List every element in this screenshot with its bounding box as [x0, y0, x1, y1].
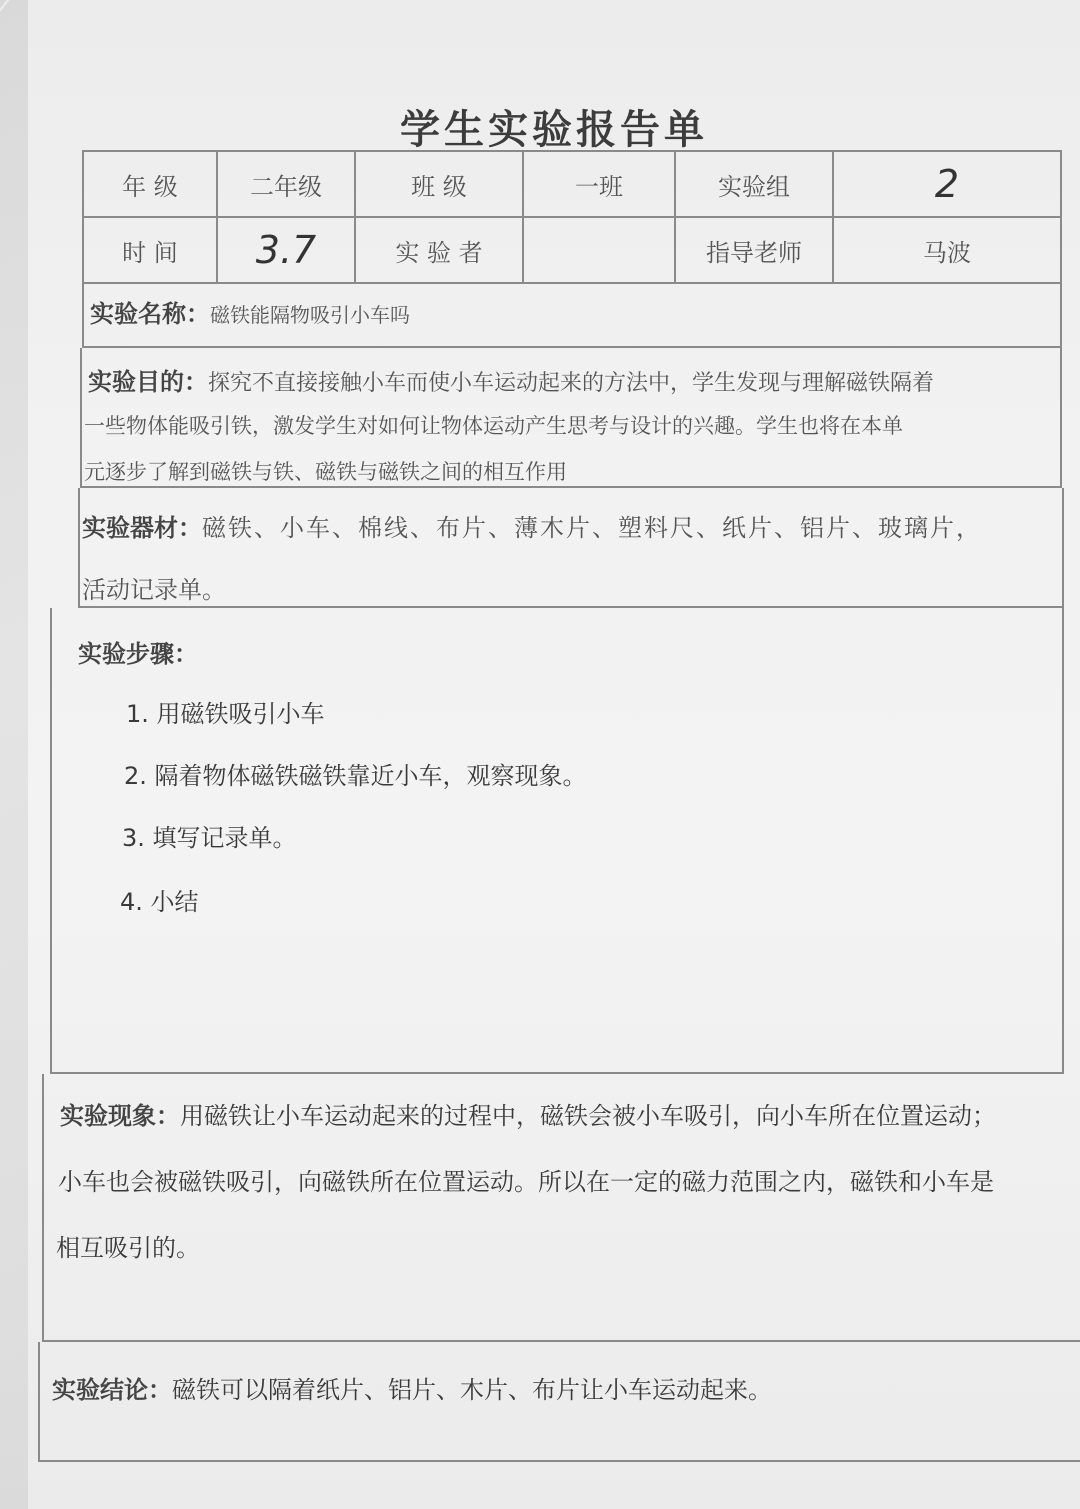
- conclusion-value: 磁铁可以隔着纸片、铝片、木片、布片让小车运动起来。: [172, 1376, 772, 1404]
- experimenter-label: 实 验 者: [356, 218, 524, 282]
- materials-section: [78, 488, 1064, 608]
- phenomenon-section: [42, 1074, 1080, 1342]
- step-item-4: 4. 小结: [120, 888, 199, 916]
- report-sheet: [28, 0, 1080, 1509]
- phenomenon-label: 实验现象：: [60, 1102, 180, 1130]
- step-item-2: 2. 隔着物体磁铁磁铁靠近小车，观察现象。: [124, 762, 587, 790]
- group-value: 2: [934, 162, 960, 206]
- purpose-line-3: 元逐步了解到磁铁与铁、磁铁与磁铁之间的相互作用: [84, 460, 567, 484]
- group-label: 实验组: [676, 152, 834, 216]
- step-item-1: 1. 用磁铁吸引小车: [126, 700, 325, 728]
- class-value: 一班: [524, 152, 676, 216]
- phenomenon-line-3: 相互吸引的。: [56, 1234, 200, 1262]
- experimenter-value: [524, 218, 676, 282]
- phenomenon-line-1: 用磁铁让小车运动起来的过程中，磁铁会被小车吸引，向小车所在位置运动；: [180, 1102, 996, 1130]
- teacher-label: 指导老师: [676, 218, 834, 282]
- phenomenon-line-2: 小车也会被磁铁吸引，向磁铁所在位置运动。所以在一定的磁力范围之内，磁铁和小车是: [58, 1168, 994, 1196]
- conclusion-label: 实验结论：: [52, 1376, 172, 1404]
- header-row-2: [82, 218, 1062, 284]
- header-row-1: [82, 152, 1062, 218]
- header-table: [82, 150, 1062, 284]
- name-section: [82, 280, 1062, 348]
- grade-label: 年 级: [84, 152, 218, 216]
- conclusion-section: [38, 1342, 1080, 1462]
- steps-label: 实验步骤：: [78, 639, 198, 668]
- materials-line-2: 活动记录单。: [82, 576, 226, 604]
- materials-line-1: 磁铁、小车、棉线、布片、薄木片、塑料尺、纸片、铝片、玻璃片，: [202, 514, 982, 542]
- report-title: 学生实验报告单: [400, 106, 708, 153]
- purpose-line-2: 一些物体能吸引铁，激发学生对如何让物体运动产生思考与设计的兴趣。学生也将在本单: [84, 414, 903, 438]
- class-label: 班 级: [356, 152, 524, 216]
- purpose-line-1: 探究不直接接触小车而使小车运动起来的方法中，学生发现与理解磁铁隔着: [208, 371, 935, 396]
- teacher-value: 马波: [923, 238, 971, 267]
- time-label: 时 间: [84, 218, 218, 282]
- name-value: 磁铁能隔物吸引小车吗: [210, 303, 410, 327]
- time-value: 3.7: [218, 218, 356, 282]
- name-label: 实验名称：: [90, 299, 210, 328]
- purpose-label: 实验目的：: [88, 367, 208, 396]
- grade-value: 二年级: [218, 152, 356, 216]
- materials-label: 实验器材：: [82, 513, 202, 542]
- steps-section: [50, 608, 1064, 1074]
- purpose-section: [80, 348, 1062, 488]
- step-item-3: 3. 填写记录单。: [122, 824, 297, 852]
